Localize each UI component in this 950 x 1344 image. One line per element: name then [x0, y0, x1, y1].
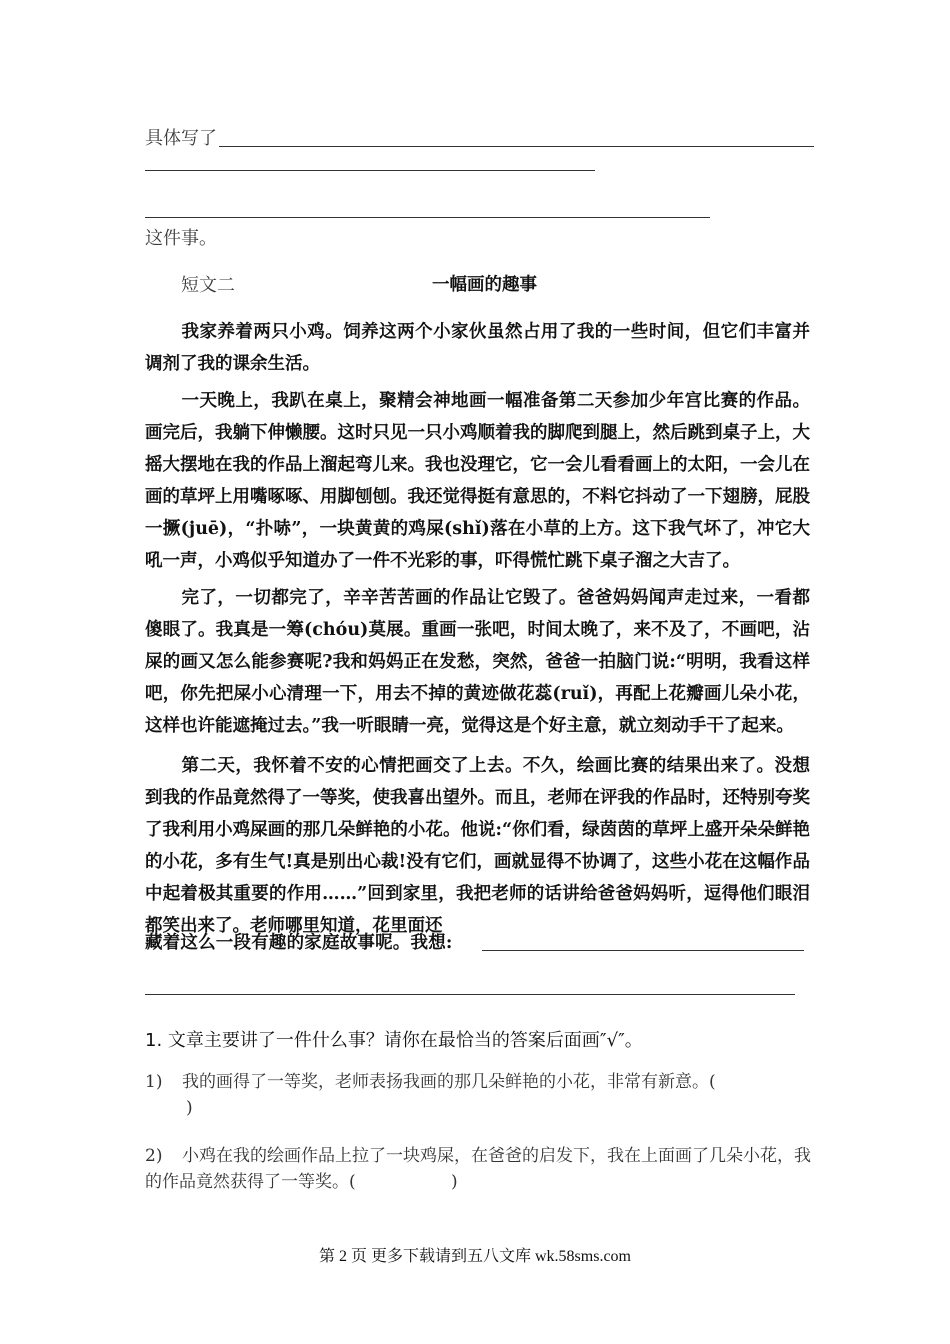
option-1-num: 1) — [145, 1072, 163, 1092]
page-footer: 第 2 页 更多下载请到五八文库 wk.58sms.com — [318, 1248, 631, 1265]
paragraph-3 — [145, 582, 810, 742]
answer-line-1[interactable] — [219, 146, 814, 147]
specific-prefix: 具体写了 — [145, 128, 217, 149]
essay-label: 短文二 — [181, 275, 235, 296]
option-2-line1: 小鸡在我的绘画作品上拉了一块鸡屎，在爸爸的启发下，我在上面画了几朵小花，我 — [182, 1146, 811, 1166]
paragraph-2-text: 一天晚上，我趴在桌上，聚精会神地画一幅准备第二天参加少年宫比赛的作品。画完后，我躺下伸懒腰。这时只见一只小鸡顺着我的脚爬到腿上，然后跳到桌子上，大摇大摆地在我的作品上溜起弯儿来。我也没理它，它一会儿看看画上的太阳，一会儿在画的草坪上用嘴啄啄、用脚刨刨。我还觉得挺有意思的，不料它抖动了一下翅膀，屁股一撅(juē)，“扑哧”，一块黄黄的鸡屎(shǐ)落在小草的上方。这下我气坏了，冲它大吼一声，小鸡似乎知道办了一件不光彩的事，吓得慌忙跳下桌子溜之大吉了。 — [145, 391, 810, 571]
paragraph-4 — [145, 750, 810, 942]
answer-line-4[interactable] — [482, 950, 804, 951]
option-2-line2: 的作品竟然获得了一等奖。( — [145, 1172, 356, 1192]
essay-title: 一幅画的趣事 — [432, 275, 537, 295]
paragraph-3-text: 完了，一切都完了，辛辛苦苦画的作品让它毁了。爸爸妈妈闻声走过来，一看都傻眼了。我真是一筹(chóu)莫展。重画一张吧，时间太晚了，来不及了，不画吧，沾屎的画又怎么能参赛呢?我和妈妈正在发愁，突然，爸爸一拍脑门说:“明明，我看这样吧，你先把屎小心清理一下，用去不掉的黄迹做花蕊(ruǐ)，再配上花瓣画儿朵小花，这样也许能遮掩过去。”我一听眼睛一亮，觉得这是个好主意，就立刻动手干了起来。 — [145, 588, 810, 736]
paragraph-2 — [145, 385, 810, 577]
option-1-close-paren: ) — [186, 1098, 193, 1118]
option-2-num: 2) — [145, 1146, 163, 1166]
paragraph-1 — [145, 316, 810, 380]
answer-line-2[interactable] — [145, 170, 595, 171]
option-1-line1: 我的画得了一等奖，老师表扬我画的那几朵鲜艳的小花，非常有新意。( — [182, 1072, 716, 1092]
question-1: 1. 文章主要讲了一件什么事？请你在最恰当的答案后面画″√″。 — [145, 1030, 643, 1051]
answer-line-3[interactable] — [145, 217, 710, 218]
paragraph-1-text: 我家养着两只小鸡。饲养这两个小家伙虽然占用了我的一些时间，但它们丰富并调剂了我的课余生活。 — [145, 322, 810, 374]
answer-line-5[interactable] — [145, 994, 795, 995]
paragraph-4-text: 第二天，我怀着不安的心情把画交了上去。不久，绘画比赛的结果出来了。没想到我的作品竟然得了一等奖，使我喜出望外。而且，老师在评我的作品时，还特别夸奖了我利用小鸡屎画的那几朵鲜艳的小花。他说:“你们看，绿茵茵的草坪上盛开朵朵鲜艳的小花，多有生气!真是别出心裁!没有它们，画就显得不协调了，这些小花在这幅作品中起着极其重要的作用……”回到家里，我把老师的话讲给爸爸妈妈听，逗得他们眼泪都笑出来了。老师哪里知道，花里面还 — [145, 756, 810, 936]
option-2-close-paren: ) — [451, 1172, 458, 1192]
closing-text: 藏着这么一段有趣的家庭故事呢。我想: — [145, 933, 453, 953]
this-matter-text: 这件事。 — [145, 228, 217, 249]
